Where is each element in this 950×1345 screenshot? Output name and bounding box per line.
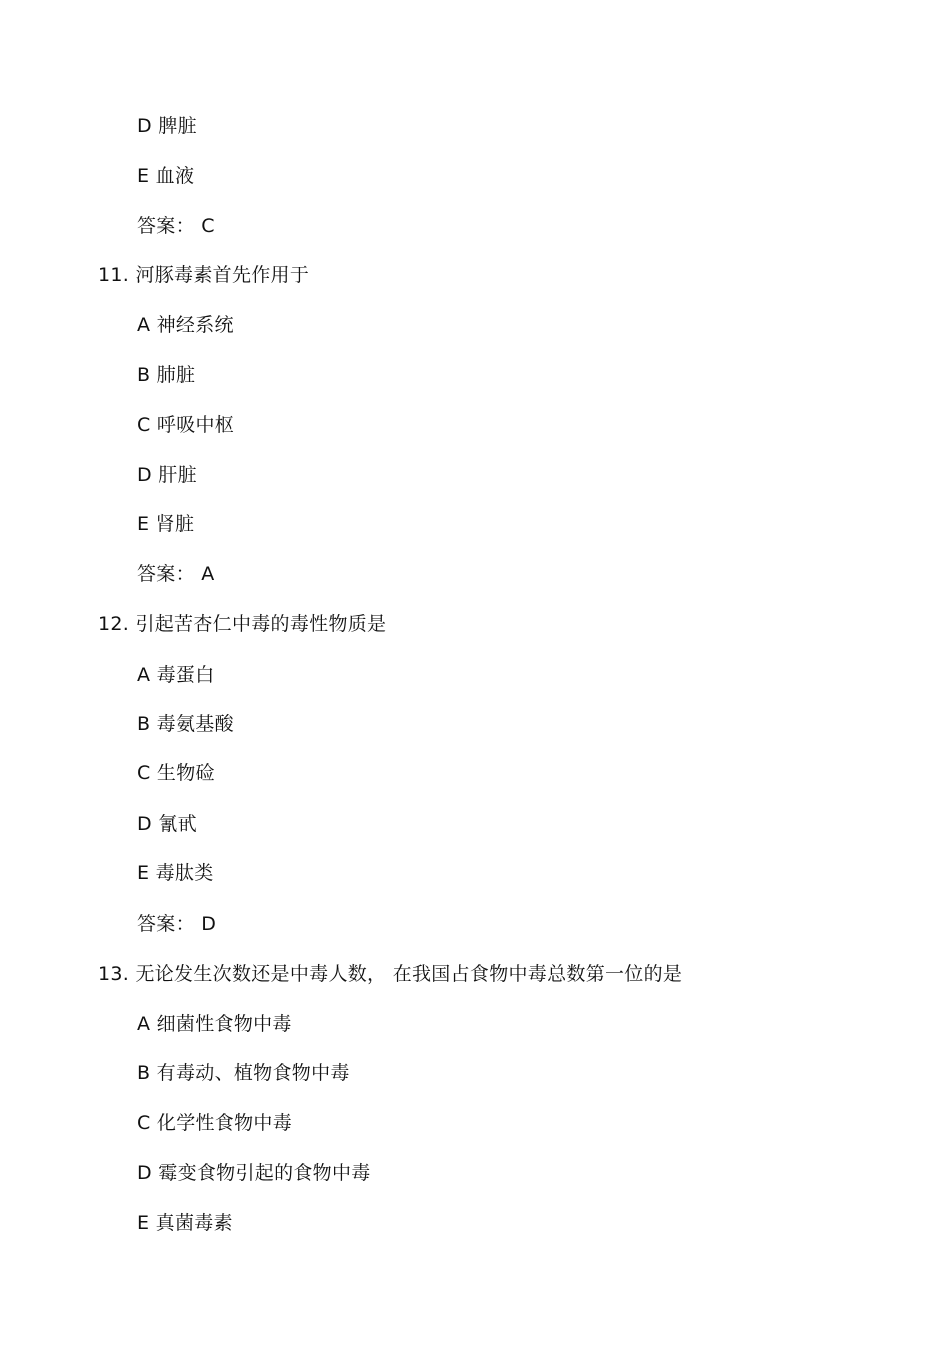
option-line: D 霉变食物引起的食物中毒 bbox=[137, 1162, 371, 1184]
option-line: B 有毒动、植物食物中毒 bbox=[137, 1062, 350, 1084]
question-13: 13. 无论发生次数还是中毒人数， 在我国占食物中毒总数第一位的是 bbox=[98, 963, 683, 985]
answer-line: 答案： A bbox=[137, 563, 215, 585]
answer-line: 答案： D bbox=[137, 913, 217, 935]
option-line: C 化学性食物中毒 bbox=[137, 1112, 293, 1134]
option-line: D 氰甙 bbox=[137, 813, 197, 835]
option-line: E 肾脏 bbox=[137, 513, 195, 535]
option-line: D 肝脏 bbox=[137, 464, 197, 486]
option-line: A 毒蛋白 bbox=[137, 664, 215, 686]
option-line: C 生物硷 bbox=[137, 762, 215, 784]
option-line: A 神经系统 bbox=[137, 314, 234, 336]
option-line: A 细菌性食物中毒 bbox=[137, 1013, 292, 1035]
answer-line: 答案： C bbox=[137, 215, 215, 237]
option-line: E 真菌毒素 bbox=[137, 1212, 233, 1234]
option-line: B 毒氨基酸 bbox=[137, 713, 234, 735]
option-d-spleen: D 脾脏 bbox=[137, 115, 197, 137]
option-line: E 毒肽类 bbox=[137, 862, 214, 884]
option-line: B 肺脏 bbox=[137, 364, 196, 386]
option-line: C 呼吸中枢 bbox=[137, 414, 235, 436]
question-12: 12. 引起苦杏仁中毒的毒性物质是 bbox=[98, 613, 387, 635]
question-11: 11. 河豚毒素首先作用于 bbox=[98, 264, 310, 286]
option-e-blood: E 血液 bbox=[137, 165, 195, 187]
